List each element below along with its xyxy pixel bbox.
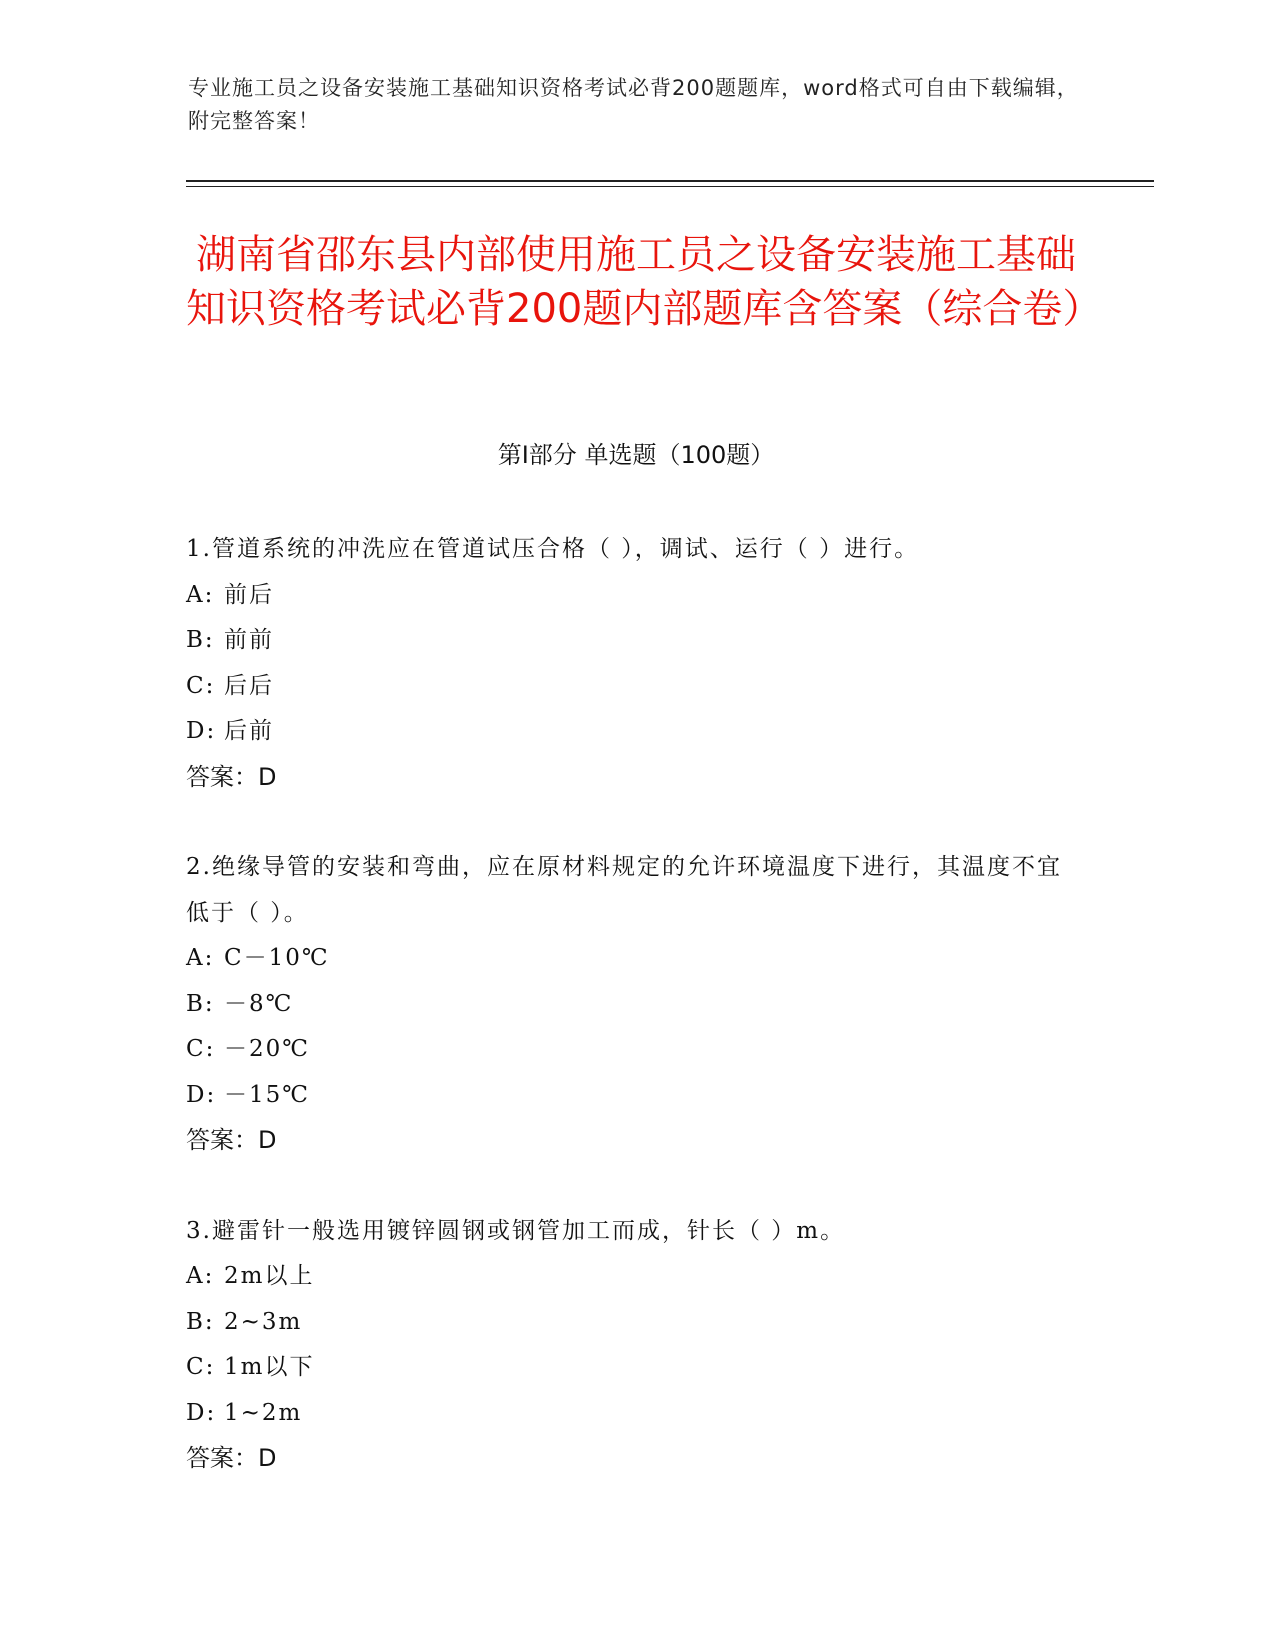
option-text: －8℃ bbox=[224, 990, 294, 1017]
question-stem: 3.避雷针一般选用镀锌圆钢或钢管加工而成，针长（ ）m。 bbox=[186, 1217, 846, 1244]
question-1 bbox=[186, 527, 1086, 800]
option-letter: B: bbox=[186, 1308, 215, 1335]
option-c bbox=[186, 664, 1086, 710]
header-note: 专业施工员之设备安装施工基础知识资格考试必背200题题库，word格式可自由下载编辑，附完整答案！ bbox=[188, 76, 1079, 133]
option-b bbox=[186, 1300, 1086, 1346]
option-text: 前后 bbox=[224, 581, 274, 608]
option-letter: D: bbox=[186, 1081, 217, 1108]
answer: 答案：D bbox=[186, 1444, 277, 1472]
option-text: 2~3m bbox=[224, 1308, 303, 1335]
option-text: 1m以下 bbox=[224, 1354, 315, 1380]
option-d bbox=[186, 709, 1086, 755]
option-letter: B: bbox=[186, 990, 215, 1017]
question-list bbox=[186, 527, 1086, 1527]
answer: 答案：D bbox=[186, 1126, 277, 1154]
option-b bbox=[186, 618, 1086, 664]
option-a bbox=[186, 1254, 1086, 1300]
option-text: 1~2m bbox=[224, 1399, 303, 1426]
option-letter: D: bbox=[186, 1399, 217, 1426]
answer: 答案：D bbox=[186, 762, 277, 791]
option-letter: C: bbox=[186, 1354, 216, 1380]
option-b bbox=[186, 982, 1086, 1028]
document-title: 湖南省邵东县内部使用施工员之设备安装施工基础知识资格考试必背200题内部题库含答案（综合卷） bbox=[186, 232, 1103, 332]
option-c bbox=[186, 1027, 1086, 1073]
option-a bbox=[186, 936, 1086, 982]
header-divider-thick bbox=[186, 180, 1154, 182]
option-text: －15℃ bbox=[224, 1081, 310, 1108]
option-letter: C: bbox=[186, 1036, 216, 1062]
option-text: C－10℃ bbox=[224, 945, 330, 971]
section-title: 第Ⅰ部分 单选题（100题） bbox=[497, 441, 775, 469]
option-letter: A: bbox=[186, 581, 215, 608]
option-text: 后后 bbox=[224, 672, 274, 699]
option-letter: C: bbox=[186, 672, 216, 699]
option-letter: A: bbox=[186, 945, 215, 971]
question-3 bbox=[186, 1209, 1086, 1482]
question-stem: 1.管道系统的冲洗应在管道试压合格（ ），调试、运行（ ）进行。 bbox=[186, 536, 920, 562]
option-text: －20℃ bbox=[224, 1036, 310, 1062]
option-c bbox=[186, 1345, 1086, 1391]
option-text: 2m以上 bbox=[224, 1263, 315, 1289]
option-letter: A: bbox=[186, 1263, 215, 1289]
question-stem: 2.绝缘导管的安装和弯曲，应在原材料规定的允许环境温度下进行，其温度不宜低于（ ）。 bbox=[186, 854, 1062, 926]
option-a bbox=[186, 573, 1086, 619]
header-divider-thin bbox=[186, 186, 1154, 187]
option-text: 前前 bbox=[224, 627, 274, 653]
option-letter: D: bbox=[186, 718, 217, 744]
option-d bbox=[186, 1391, 1086, 1437]
option-letter: B: bbox=[186, 627, 215, 653]
option-d bbox=[186, 1073, 1086, 1119]
question-2 bbox=[186, 845, 1086, 1164]
option-text: 后前 bbox=[224, 718, 274, 744]
